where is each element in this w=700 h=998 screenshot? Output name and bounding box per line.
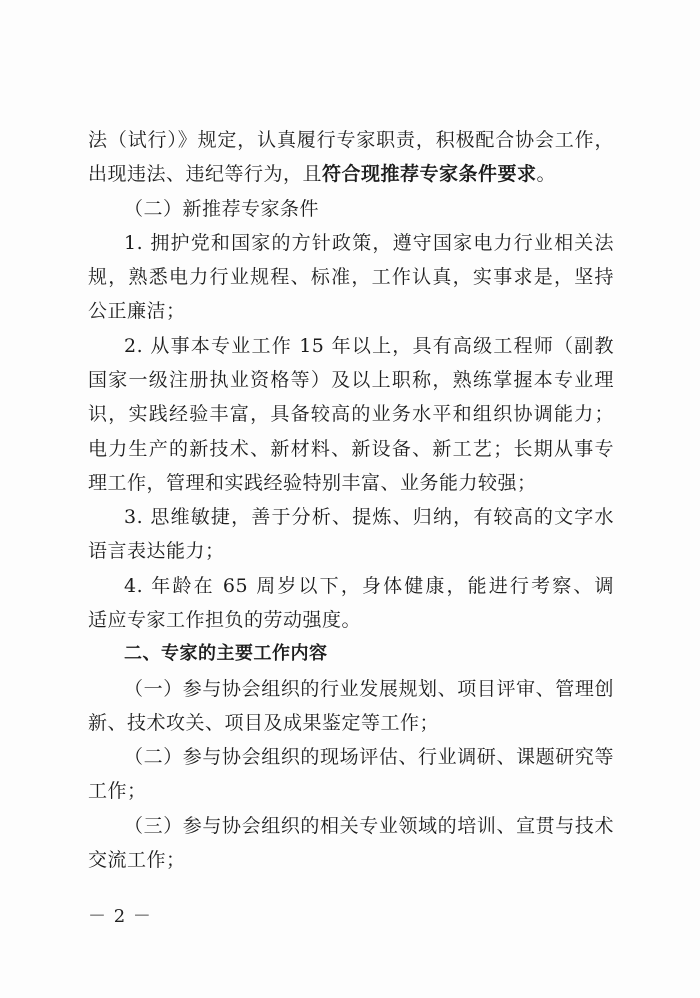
- subheading-new-expert-conditions: （二）新推荐专家条件: [124, 198, 320, 220]
- paragraph-line: 法（试行）》规定，认真履行专家职责，积极配合协会工作，: [88, 129, 614, 151]
- item-2-line: 2. 从事本专业工作 15 年以上，具有高级工程师（副教: [124, 335, 614, 357]
- work-item-2-line: 工作；: [88, 780, 147, 802]
- item-2-line: 识，实践经验丰富，具备较高的业务水平和组织协调能力；: [88, 403, 614, 425]
- item-1-line: 1. 拥护党和国家的方针政策，遵守国家电力行业相关法: [124, 232, 614, 254]
- line-text: 出现违法、违纪等行为，且: [88, 163, 323, 185]
- bold-requirement-text: 符合现推荐专家条件要求: [322, 163, 537, 185]
- item-1-line: 公正廉洁；: [88, 300, 186, 322]
- work-item-1-line: （一）参与协会组织的行业发展规划、项目评审、管理创: [124, 678, 614, 700]
- item-3-line: 3. 思维敏捷，善于分析、提炼、归纳，有较高的文字水: [124, 506, 614, 528]
- item-2-line: 国家一级注册执业资格等）及以上职称，熟练掌握本专业理: [88, 369, 614, 391]
- line-end-punctuation: 。: [536, 163, 557, 185]
- work-item-3-line: （三）参与协会组织的相关专业领域的培训、宣贯与技术: [124, 815, 614, 837]
- paragraph-line: [88, 162, 556, 186]
- item-1-line: 规，熟悉电力行业规程、标准，工作认真，实事求是，坚持: [88, 266, 614, 288]
- item-3-line: 语言表达能力；: [88, 540, 225, 562]
- item-2-line: 电力生产的新技术、新材料、新设备、新工艺；长期从事专: [88, 438, 614, 460]
- work-item-3-line: 交流工作；: [88, 849, 186, 871]
- item-4-line: 适应专家工作担负的劳动强度。: [88, 609, 362, 631]
- item-4-line: 4. 年龄在 65 周岁以下，身体健康，能进行考察、调: [124, 575, 614, 597]
- item-2-line: 理工作，管理和实践经验特别丰富、业务能力较强；: [88, 472, 537, 494]
- work-item-2-line: （二）参与协会组织的现场评估、行业调研、课题研究等: [124, 746, 614, 768]
- section-heading-expert-work: 二、专家的主要工作内容: [124, 643, 328, 664]
- work-item-1-line: 新、技术攻关、项目及成果鉴定等工作；: [88, 712, 440, 734]
- page-number: － 2 －: [88, 906, 152, 927]
